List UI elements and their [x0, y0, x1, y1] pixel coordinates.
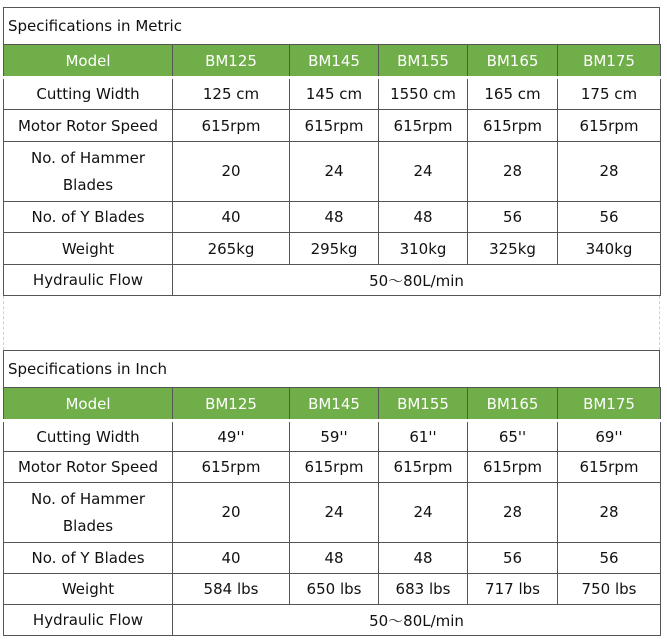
inch-row-hammer-blades [4, 483, 661, 543]
metric-header-row [4, 45, 661, 78]
inch-table-title: Specifications in Inch [3, 350, 660, 387]
row-label: Hydraulic Flow [4, 265, 173, 296]
table-cell: 310kg [379, 233, 468, 265]
table-cell: 615rpm [468, 452, 558, 483]
table-cell: 56 [468, 543, 558, 574]
metric-table [3, 44, 661, 296]
row-label: Weight [4, 574, 173, 605]
table-cell: 340kg [558, 233, 661, 265]
metric-spec-table [3, 7, 660, 296]
inch-spec-table [3, 350, 660, 636]
header-cell-bm145: BM145 [290, 388, 379, 421]
header-cell-bm125: BM125 [173, 388, 290, 421]
table-cell: 615rpm [468, 110, 558, 142]
table-cell: 295kg [290, 233, 379, 265]
row-label: Motor Rotor Speed [4, 452, 173, 483]
row-label: Cutting Width [4, 78, 173, 110]
header-cell-bm155: BM155 [379, 388, 468, 421]
metric-row-cutting-width [4, 78, 661, 110]
table-cell: 59'' [290, 421, 379, 452]
table-cell: 61'' [379, 421, 468, 452]
metric-row-hydraulic-flow [4, 265, 661, 296]
table-cell: 584 lbs [173, 574, 290, 605]
table-cell: 28 [468, 483, 558, 543]
table-cell: 48 [290, 202, 379, 233]
metric-row-weight [4, 233, 661, 265]
header-cell-bm125: BM125 [173, 45, 290, 78]
header-cell-model: Model [4, 45, 173, 78]
metric-row-hammer-blades [4, 142, 661, 202]
table-cell: 56 [558, 202, 661, 233]
table-cell: 615rpm [558, 110, 661, 142]
table-cell: 325kg [468, 233, 558, 265]
header-cell-model: Model [4, 388, 173, 421]
inch-row-y-blades [4, 543, 661, 574]
row-label: Weight [4, 233, 173, 265]
header-cell-bm175: BM175 [558, 388, 661, 421]
hydraulic-flow-value: 50～80L/min [173, 605, 661, 636]
table-cell: 28 [558, 142, 661, 202]
row-label: Cutting Width [4, 421, 173, 452]
table-cell: 175 cm [558, 78, 661, 110]
table-cell: 615rpm [290, 110, 379, 142]
header-cell-bm165: BM165 [468, 45, 558, 78]
row-label: No. of Hammer Blades [4, 142, 173, 202]
table-cell: 717 lbs [468, 574, 558, 605]
table-cell: 615rpm [173, 452, 290, 483]
inch-row-weight [4, 574, 661, 605]
metric-table-title: Specifications in Metric [3, 7, 660, 44]
table-cell: 750 lbs [558, 574, 661, 605]
table-cell: 20 [173, 483, 290, 543]
table-cell: 65'' [468, 421, 558, 452]
table-cell: 56 [468, 202, 558, 233]
row-label: No. of Hammer Blades [4, 483, 173, 543]
row-label: No. of Y Blades [4, 543, 173, 574]
inch-row-motor-rotor-speed [4, 452, 661, 483]
row-label: Motor Rotor Speed [4, 110, 173, 142]
inch-row-hydraulic-flow [4, 605, 661, 636]
table-cell: 48 [379, 543, 468, 574]
header-cell-bm175: BM175 [558, 45, 661, 78]
table-cell: 265kg [173, 233, 290, 265]
table-cell: 615rpm [173, 110, 290, 142]
table-cell: 40 [173, 543, 290, 574]
table-cell: 48 [379, 202, 468, 233]
inch-table [3, 387, 661, 636]
table-cell: 40 [173, 202, 290, 233]
table-cell: 615rpm [558, 452, 661, 483]
table-cell: 49'' [173, 421, 290, 452]
table-cell: 28 [558, 483, 661, 543]
table-cell: 165 cm [468, 78, 558, 110]
metric-row-motor-rotor-speed [4, 110, 661, 142]
table-cell: 20 [173, 142, 290, 202]
table-cell: 1550 cm [379, 78, 468, 110]
header-cell-bm145: BM145 [290, 45, 379, 78]
inch-header-row [4, 388, 661, 421]
table-cell: 24 [379, 142, 468, 202]
table-cell: 125 cm [173, 78, 290, 110]
table-cell: 650 lbs [290, 574, 379, 605]
section-spacer [3, 296, 660, 350]
table-cell: 24 [290, 483, 379, 543]
inch-row-cutting-width [4, 421, 661, 452]
table-cell: 69'' [558, 421, 661, 452]
table-cell: 145 cm [290, 78, 379, 110]
table-cell: 28 [468, 142, 558, 202]
table-cell: 56 [558, 543, 661, 574]
table-cell: 683 lbs [379, 574, 468, 605]
header-cell-bm155: BM155 [379, 45, 468, 78]
table-cell: 615rpm [379, 452, 468, 483]
hydraulic-flow-value: 50～80L/min [173, 265, 661, 296]
table-cell: 615rpm [379, 110, 468, 142]
row-label: No. of Y Blades [4, 202, 173, 233]
table-cell: 24 [379, 483, 468, 543]
table-cell: 615rpm [290, 452, 379, 483]
header-cell-bm165: BM165 [468, 388, 558, 421]
table-cell: 24 [290, 142, 379, 202]
row-label: Hydraulic Flow [4, 605, 173, 636]
table-cell: 48 [290, 543, 379, 574]
metric-row-y-blades [4, 202, 661, 233]
